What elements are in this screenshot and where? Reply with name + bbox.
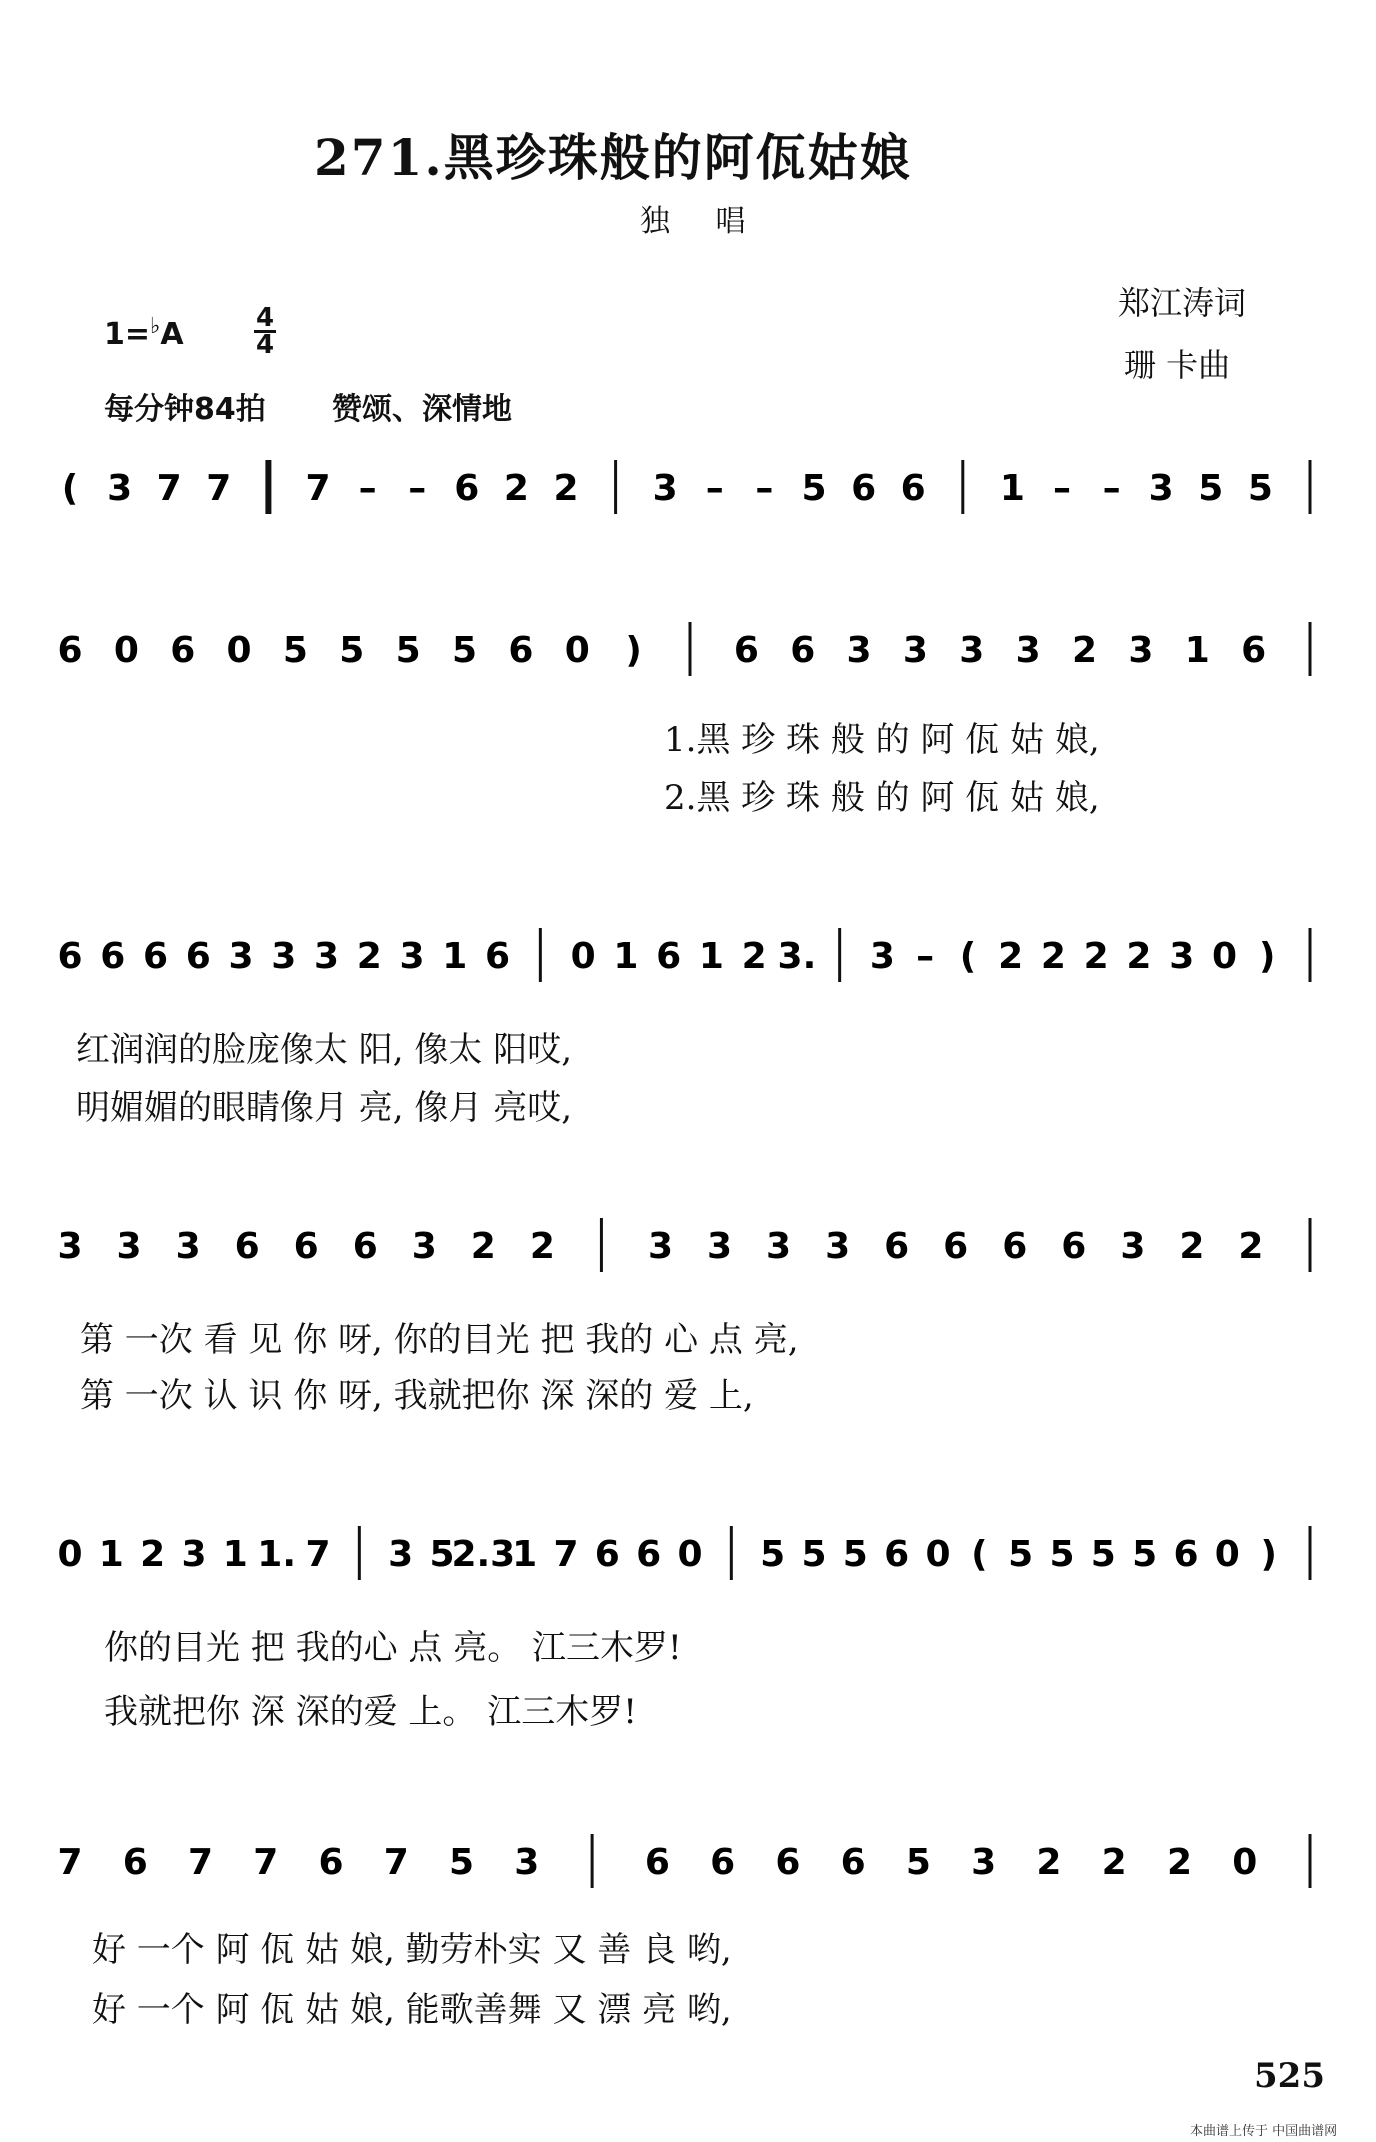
note: 2 [998, 936, 1024, 977]
note: 1. [257, 1534, 297, 1575]
note: 6 [142, 936, 169, 977]
note: 7 [187, 1842, 214, 1883]
note: 6 [234, 1226, 260, 1267]
note: 0 [564, 630, 590, 671]
note: 3. [777, 936, 817, 977]
note: 1 [999, 468, 1025, 509]
note: 2 [470, 1226, 496, 1267]
note: 6 [840, 1842, 866, 1883]
expression-marking: 赞颂、深情地 [332, 392, 512, 427]
note: 6 [122, 1842, 148, 1883]
note: 5 [395, 630, 421, 671]
note: 3 [314, 936, 340, 977]
note: – [755, 468, 774, 509]
note: – [1053, 468, 1071, 509]
site-footer: 本曲谱上传于 中国曲谱网 [1190, 2124, 1338, 2139]
note: 6 [884, 1534, 910, 1575]
note: 3 [902, 630, 928, 671]
time-top: 4 [255, 303, 275, 333]
note: 1 [512, 1534, 538, 1575]
note: 7 [383, 1842, 409, 1883]
note: 0 [113, 630, 139, 671]
flat-sign: ♭ [150, 314, 161, 339]
note: 3 [181, 1534, 207, 1575]
note: 2 [1083, 936, 1109, 977]
note: 5 [1049, 1534, 1075, 1575]
note: 6 [656, 936, 682, 977]
note: 2 [529, 1226, 555, 1267]
note: 3 [971, 1842, 997, 1883]
note: 6 [1002, 1226, 1028, 1267]
note: 6 [636, 1534, 662, 1575]
note: 6 [1061, 1226, 1087, 1267]
note: 0 [1211, 936, 1238, 977]
note: 2 [356, 936, 382, 977]
note: 6 [1173, 1534, 1199, 1575]
note: 2 [503, 468, 529, 509]
time-bottom: 4 [255, 330, 275, 360]
note: 3 [652, 468, 678, 509]
note: 6 [710, 1842, 736, 1883]
note: 3 [271, 936, 297, 977]
note: 3 [57, 1226, 83, 1267]
note: 3 [228, 936, 254, 977]
song-title: 271.黑珍珠般的阿佤姑娘 [314, 128, 912, 187]
note: 3 [411, 1226, 437, 1267]
note: 2 [1166, 1842, 1193, 1883]
note: 6 [943, 1226, 969, 1267]
note: 3 [116, 1226, 142, 1267]
note: 5 [760, 1534, 786, 1575]
note: ( [971, 1534, 988, 1575]
song-subtitle: 独 唱 [640, 204, 764, 239]
note: 2 [1238, 1226, 1264, 1267]
note: 7 [57, 1842, 83, 1883]
composer-credit: 珊 卡曲 [1124, 346, 1231, 384]
note: 1 [1184, 630, 1210, 671]
note: 6 [318, 1842, 344, 1883]
lyric-row6-verse2: 好 一个 阿 佤 姑 娘, 能歌善舞 又 漂 亮 哟, [92, 1990, 732, 2030]
note: 5 [801, 468, 827, 509]
note: 6 [454, 468, 480, 509]
note: 7 [305, 1534, 331, 1575]
note: 1 [613, 936, 639, 977]
note: – [358, 468, 377, 509]
note: 0 [925, 1534, 951, 1575]
note: 3 [388, 1534, 414, 1575]
note: 7 [156, 468, 182, 509]
note: 6 [57, 630, 83, 671]
note: 6 [57, 936, 83, 977]
note: 3 [647, 1226, 674, 1267]
note: 1 [698, 936, 724, 977]
note: 6 [293, 1226, 319, 1267]
note: 1 [442, 936, 468, 977]
note: 1 [222, 1534, 248, 1575]
note: ( [959, 936, 977, 977]
note: 0 [1214, 1534, 1240, 1575]
note: 6 [790, 630, 816, 671]
note: 5 [339, 630, 365, 671]
note: 0 [226, 630, 252, 671]
lyric-row4-verse1: 第 一次 看 见 你 呀, 你的目光 把 我的 心 点 亮, [80, 1320, 799, 1360]
note: – [1102, 468, 1121, 509]
lyric-row2-verse2: 2.黑 珍 珠 般 的 阿 佤 姑 娘, [664, 778, 1100, 818]
lyric-row5-verse2: 我就把你 深 深的爱 上。 江三木罗! [104, 1692, 637, 1732]
note: 2 [1126, 936, 1152, 977]
note: 5 [842, 1534, 868, 1575]
note: 7 [305, 468, 331, 509]
note: 3 [766, 1226, 792, 1267]
note: 6 [733, 630, 759, 671]
note: 5 [452, 630, 478, 671]
note: 0 [570, 936, 596, 977]
note: 2 [1072, 630, 1098, 671]
note: 2 [741, 936, 767, 977]
note: 0 [1232, 1842, 1258, 1883]
note: 2 [1179, 1226, 1205, 1267]
note: 7 [253, 1842, 279, 1883]
note: 3 [399, 936, 425, 977]
note: 3 [959, 630, 985, 671]
note: 5 [1247, 468, 1273, 509]
tempo-marking: 每分钟84拍 [104, 392, 266, 427]
note: 3 [1120, 1226, 1146, 1267]
note: 2 [140, 1534, 166, 1575]
note: 5 [1090, 1534, 1116, 1575]
note: 2 [1040, 936, 1066, 977]
key-prefix: 1= [104, 317, 151, 352]
note: 3 [825, 1226, 851, 1267]
note: – [408, 468, 427, 509]
note: 0 [677, 1534, 703, 1575]
note: – [916, 936, 935, 977]
note: 5 [1132, 1534, 1158, 1575]
note: 6 [851, 468, 877, 509]
note: 6 [884, 1226, 910, 1267]
note: 3 [869, 936, 895, 977]
key-note: A [160, 317, 184, 352]
note: 6 [900, 468, 926, 509]
note: – [705, 468, 724, 509]
note: 3 [846, 630, 872, 671]
note: 7 [553, 1534, 579, 1575]
note: 6 [100, 936, 126, 977]
note: 0 [57, 1534, 83, 1575]
note: 6 [485, 936, 511, 977]
note: 6 [170, 630, 196, 671]
note: 6 [775, 1842, 801, 1883]
lyric-row5-verse1: 你的目光 把 我的心 点 亮。 江三木罗! [104, 1628, 682, 1668]
note: 6 [508, 630, 534, 671]
note: 6 [1241, 630, 1267, 671]
lyric-row4-verse2: 第 一次 认 识 你 呀, 我就把你 深 深的 爱 上, [80, 1376, 754, 1416]
lyric-row6-verse1: 好 一个 阿 佤 姑 娘, 勤劳朴实 又 善 良 哟, [92, 1930, 732, 1970]
note: 3 [514, 1842, 540, 1883]
note: 2.3 [451, 1534, 516, 1575]
note: 5 [1008, 1534, 1034, 1575]
note: 5 [282, 630, 308, 671]
note: ) [1259, 936, 1276, 977]
note: 2 [553, 468, 579, 509]
note: 1 [98, 1534, 124, 1575]
note: 3 [1169, 936, 1195, 977]
lyric-row3-verse2: 明媚媚的眼睛像月 亮, 像月 亮哎, [76, 1088, 573, 1128]
note: 3 [175, 1226, 201, 1267]
note: ) [625, 630, 642, 671]
note: 5 [801, 1534, 827, 1575]
note: 7 [206, 468, 232, 509]
note: ) [1260, 1534, 1277, 1575]
lyric-row2-verse1: 1.黑 珍 珠 般 的 阿 佤 姑 娘, [664, 720, 1100, 760]
note: 3 [706, 1226, 733, 1267]
lyric-row3-verse1: 红润润的脸庞像太 阳, 像太 阳哎, [76, 1030, 573, 1070]
note: 3 [107, 468, 133, 509]
note: 5 [449, 1842, 475, 1883]
note: 6 [352, 1226, 378, 1267]
note: 6 [185, 936, 211, 977]
note: 3 [1148, 468, 1174, 509]
note: ( [61, 468, 79, 509]
note: 3 [1128, 630, 1154, 671]
note: 5 [429, 1534, 455, 1575]
note: 5 [905, 1842, 931, 1883]
note: 3 [1015, 630, 1041, 671]
score-notes [57, 460, 1320, 1888]
note: 2 [1036, 1842, 1062, 1883]
note: 2 [1101, 1842, 1127, 1883]
lyricist-credit: 郑江涛词 [1118, 284, 1247, 322]
note: 5 [1198, 468, 1224, 509]
page-number: 525 [1254, 2056, 1325, 2096]
note: 6 [644, 1842, 670, 1883]
note: 6 [594, 1534, 620, 1575]
